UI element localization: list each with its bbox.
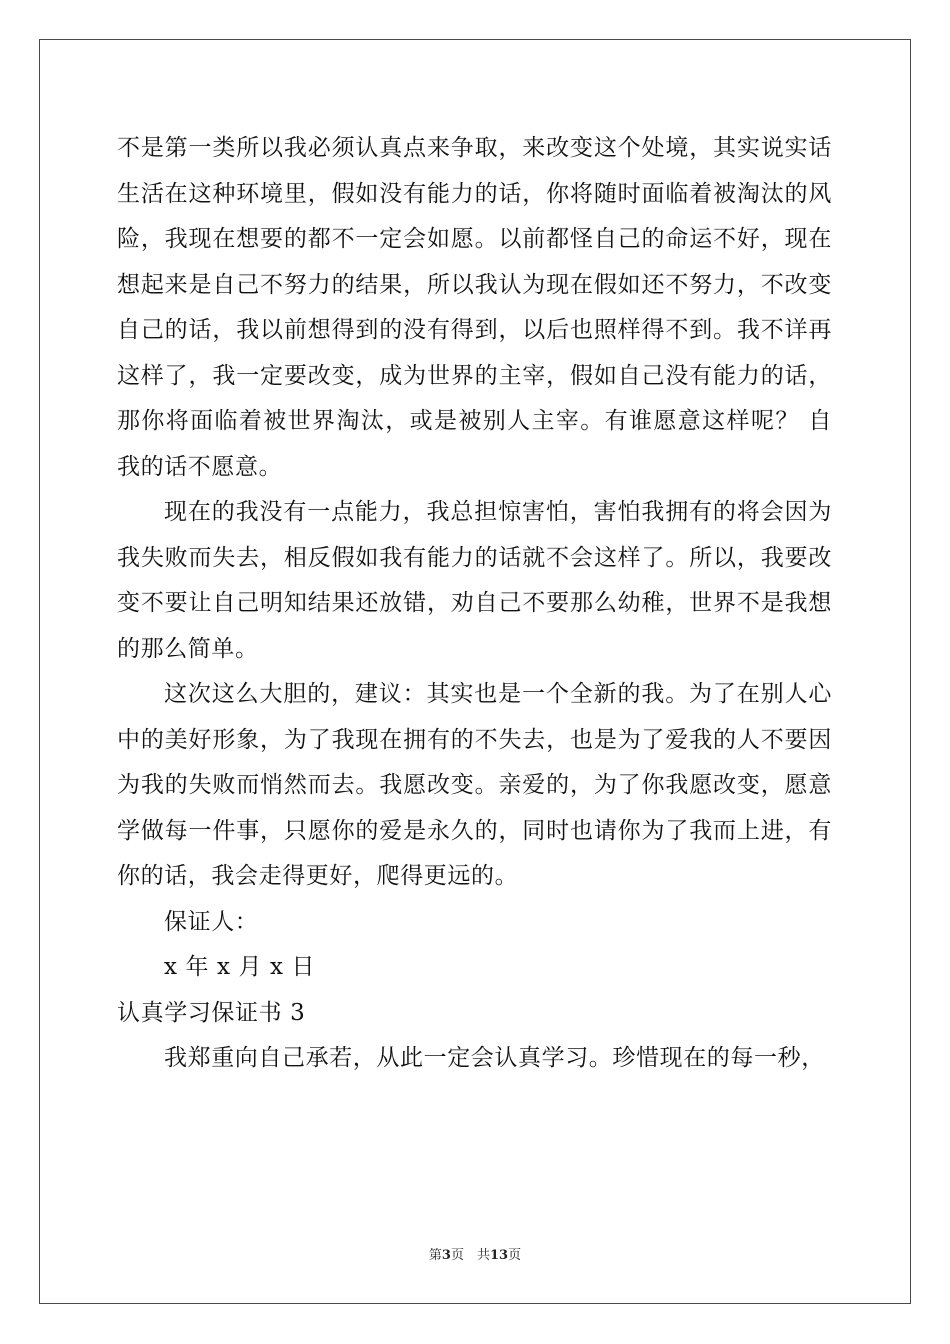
- section-title: 认真学习保证书 3: [117, 999, 306, 1026]
- guarantor-label: 保证人：: [164, 908, 259, 935]
- footer-page-mid: 页 共: [450, 1248, 490, 1263]
- footer-page-prefix: 第: [428, 1248, 442, 1263]
- paragraph-3: 这次这么大胆的，建议：其实也是一个全新的我。为了在别人心中的美好形象，为了我现在拥有的不失去，也是为了爱我的人不要因为我的失败而悄然而去。我愿改变。亲爱的，为了你我愿改变，愿意学做每一件事，只愿你的爱是永久的，同时也请你为了我而上进，有你的话，我会走得更好，爬得更远的。: [117, 681, 832, 889]
- paragraph-1: 不是第一类所以我必须认真点来争取，来改变这个处境，其实说实话生活在这种环境里，假如没有能力的话，你将随时面临着被淘汰的风险，我现在想要的都不一定会如愿。以前都怪自己的命运不好，现在想起来是自己不努力的结果，所以我认为现在假如还不努力，不改变自己的话，我以前想得到的没有得到，以后也照样得不到。我不详再这样了，我一定要改变，成为世界的主宰，假如自己没有能力的话，那你将面临着被世界淘汰，或是被别人主宰。有谁愿意这样呢？ 自我的话不愿意。: [117, 135, 832, 480]
- footer-page-suffix: 页: [508, 1248, 522, 1263]
- page-footer: [0, 1244, 950, 1263]
- footer-page-total: 13: [489, 1248, 509, 1263]
- document-body: [117, 126, 832, 1082]
- paragraph-2: 现在的我没有一点能力，我总担惊害怕，害怕我拥有的将会因为我失败而失去，相反假如我有能力的话就不会这样了。所以，我要改变不要让自己明知结果还放错，劝自己不要那么幼稚，世界不是我想的那么简单。: [117, 499, 832, 662]
- date-line: x 年 x 月 x 日: [164, 954, 316, 980]
- section-first-line: 我郑重向自己承若，从此一定会认真学习。珍惜现在的每一秒，: [164, 1045, 825, 1071]
- footer-page-current: 3: [441, 1248, 451, 1263]
